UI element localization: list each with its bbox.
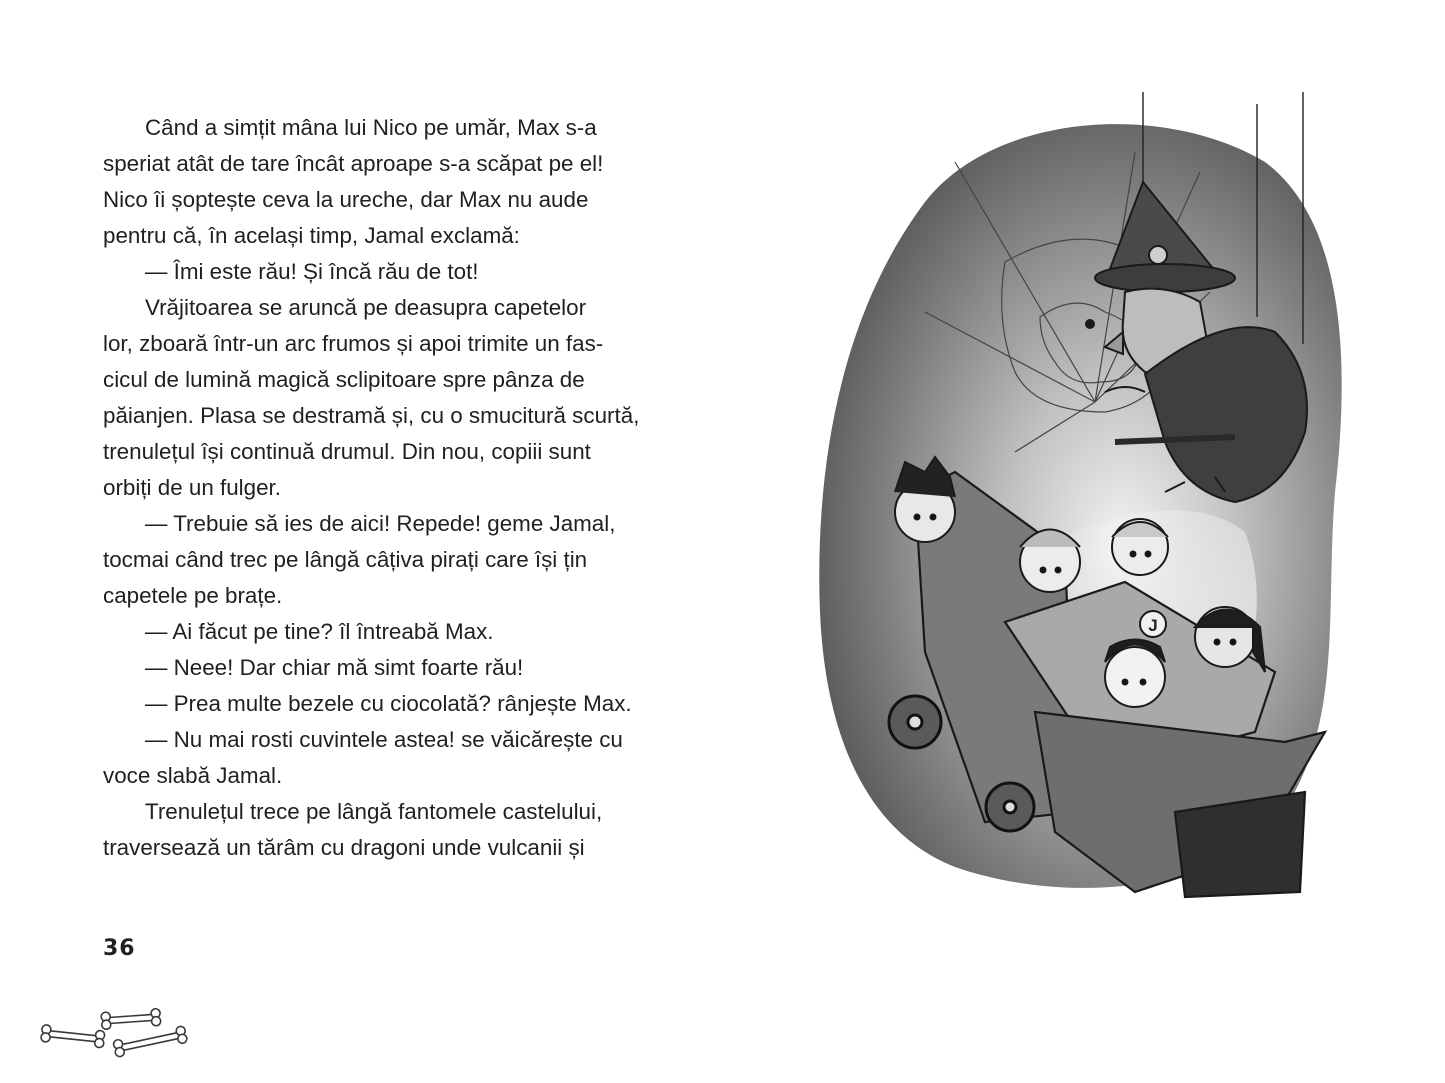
text-line: — Trebuie să ies de aici! Repede! geme Jamal, — [145, 511, 616, 536]
spider-icon — [1085, 319, 1095, 329]
text-line: tocmai când trec pe lângă câțiva pirați care își țin — [103, 547, 588, 572]
text-line: Când a simțit mâna lui Nico pe umăr, Max s-a — [145, 115, 597, 140]
text-line: speriat atât de tare încât aproape s-a scăpat pe el! — [103, 151, 604, 176]
text-line: — Ai făcut pe tine? îl întreabă Max. — [145, 619, 494, 644]
page-number: 36 — [103, 936, 136, 961]
girl-blonde — [1020, 530, 1080, 593]
text-line: păianjen. Plasa se destramă și, cu o smucitură scurtă, — [103, 403, 640, 428]
text-line: — Îmi este rău! Și încă rău de tot! — [145, 259, 479, 284]
text-line: capetele pe brațe. — [103, 583, 283, 608]
j-badge: J — [1148, 616, 1158, 635]
text-line: — Nu mai rosti cuvintele astea! se văicărește cu — [145, 727, 623, 752]
text-line: cicul de lumină magică sclipitoare spre pânza de — [103, 367, 585, 392]
text-line: orbiți de un fulger. — [103, 475, 281, 500]
text-line: pentru că, în același timp, Jamal exclamă: — [103, 223, 520, 248]
text-line: — Prea multe bezele cu ciocolată? rânjește Max. — [145, 691, 632, 716]
girl-dark-hair — [1105, 640, 1165, 708]
text-line: Vrăjitoarea se aruncă pe deasupra capetelor — [145, 295, 587, 320]
ghost-train-illustration — [805, 92, 1365, 902]
text-line: traversează un tărâm cu dragoni unde vulcanii și — [103, 835, 585, 860]
bones-icon — [30, 1005, 205, 1065]
text-line: Trenulețul trece pe lângă fantomele castelului, — [145, 799, 603, 824]
text-line: lor, zboară într-un arc frumos și apoi trimite un fas- — [103, 331, 604, 356]
text-line: trenulețul își continuă drumul. Din nou, copiii sunt — [103, 439, 591, 464]
text-line: voce slabă Jamal. — [103, 763, 283, 788]
text-line: — Neee! Dar chiar mă simt foarte rău! — [145, 655, 524, 680]
text-line: Nico îi șoptește ceva la ureche, dar Max nu aude — [103, 187, 589, 212]
